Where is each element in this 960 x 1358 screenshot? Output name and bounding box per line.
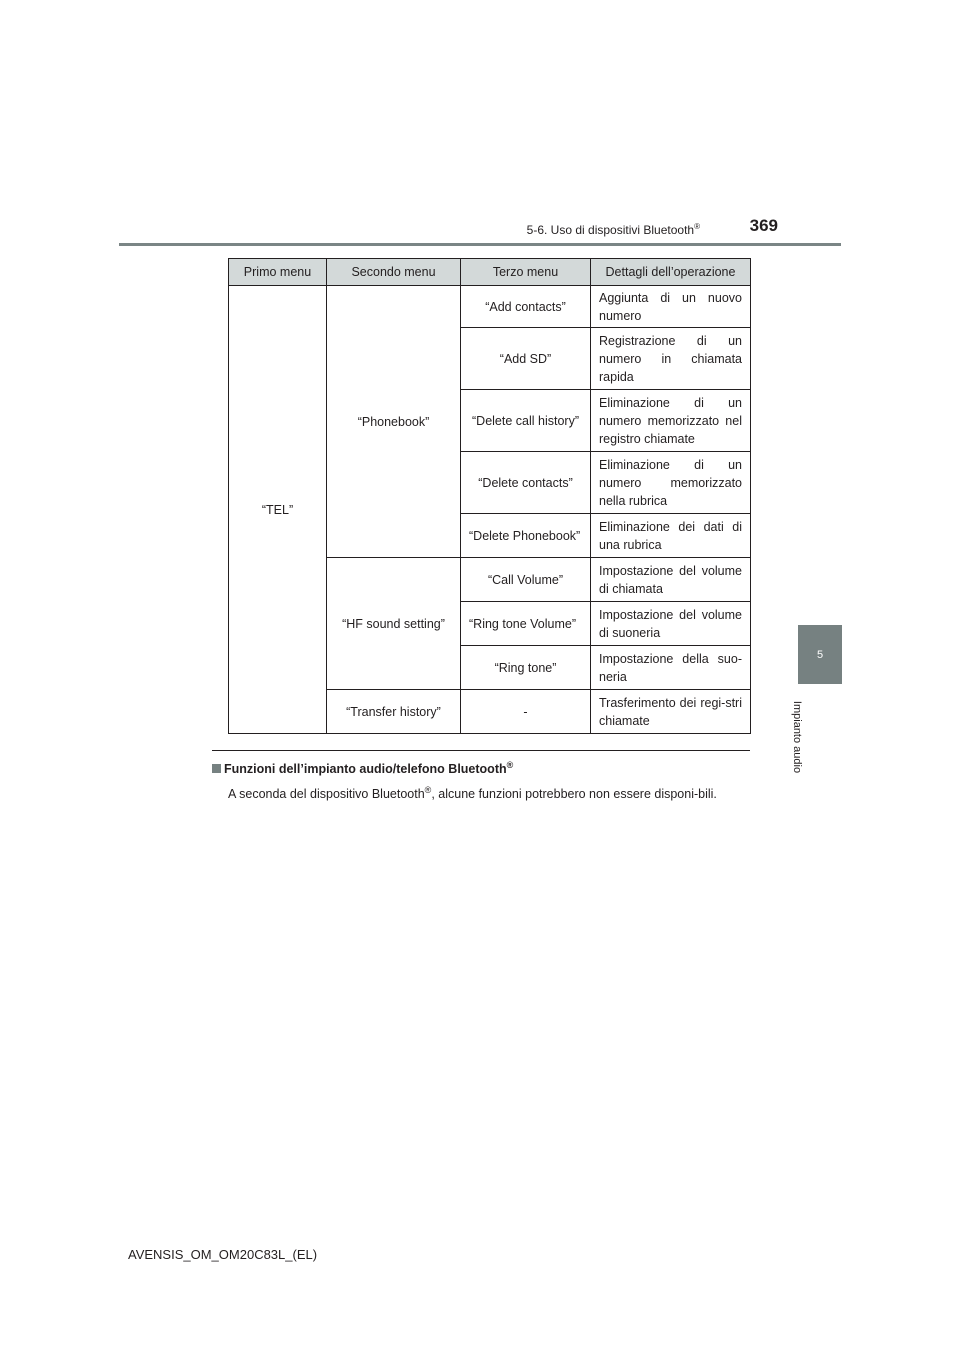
details-cell: Trasferimento dei regi-stri chiamate — [591, 690, 751, 734]
second-menu-cell: “Phonebook” — [327, 286, 461, 558]
note-heading-registered-mark: ® — [506, 760, 514, 770]
note-heading — [212, 760, 752, 776]
header-second-menu: Secondo menu — [327, 259, 461, 286]
chapter-number: 5 — [816, 648, 824, 661]
details-cell: Aggiunta di un nuovo numero — [591, 286, 751, 328]
section-divider — [212, 750, 750, 751]
header-third-menu: Terzo menu — [461, 259, 591, 286]
details-cell: Eliminazione di un numero memorizzato nella rubrica — [591, 452, 751, 514]
third-menu-cell: “Delete contacts” — [461, 452, 591, 514]
third-menu-cell: “Ring tone” — [461, 646, 591, 690]
first-menu-cell: “TEL” — [229, 286, 327, 734]
details-cell: Eliminazione di un numero memorizzato nel registro chiamate — [591, 390, 751, 452]
note-text-part1: A seconda del dispositivo Bluetooth — [228, 787, 425, 802]
chapter-title: Impianto audio — [791, 700, 804, 774]
header-rule — [119, 243, 841, 246]
details-cell: Impostazione della suo-neria — [591, 646, 751, 690]
menu-table — [228, 258, 751, 734]
third-menu-cell: “Add SD” — [461, 328, 591, 390]
details-cell: Impostazione del volume di suoneria — [591, 602, 751, 646]
square-bullet-icon — [212, 764, 221, 773]
section-title-registered-mark: ® — [694, 222, 700, 231]
note-paragraph — [228, 780, 746, 804]
third-menu-cell: “Delete Phonebook” — [461, 514, 591, 558]
third-menu-cell: “Call Volume” — [461, 558, 591, 602]
third-menu-cell: - — [461, 690, 591, 734]
third-menu-cell: “Delete call history” — [461, 390, 591, 452]
table-row — [229, 286, 751, 328]
section-title — [500, 222, 700, 237]
details-cell: Impostazione del volume di chiamata — [591, 558, 751, 602]
note-text-part2: , alcune funzioni potrebbero non essere disponi-bili. — [431, 787, 717, 802]
second-menu-cell: “HF sound setting” — [327, 558, 461, 690]
note-heading-text: Funzioni dell’impianto audio/telefono Bluetooth — [224, 762, 507, 777]
third-menu-cell: “Add contacts” — [461, 286, 591, 328]
header-first-menu: Primo menu — [229, 259, 327, 286]
header-operation-details: Dettagli dell’operazione — [591, 259, 751, 286]
details-cell: Eliminazione dei dati di una rubrica — [591, 514, 751, 558]
details-cell: Registrazione di un numero in chiamata rapida — [591, 328, 751, 390]
chapter-tab — [798, 625, 842, 684]
table-header-row — [229, 259, 751, 286]
document-code: AVENSIS_OM_OM20C83L_(EL) — [128, 1247, 318, 1262]
note-registered-mark: ® — [424, 785, 432, 795]
section-title-text: 5-6. Uso di dispositivi Bluetooth — [526, 223, 695, 237]
third-menu-cell: “Ring tone Volume” — [461, 602, 591, 646]
page-number: 369 — [749, 216, 778, 235]
second-menu-cell: “Transfer history” — [327, 690, 461, 734]
chapter-label — [783, 692, 811, 782]
